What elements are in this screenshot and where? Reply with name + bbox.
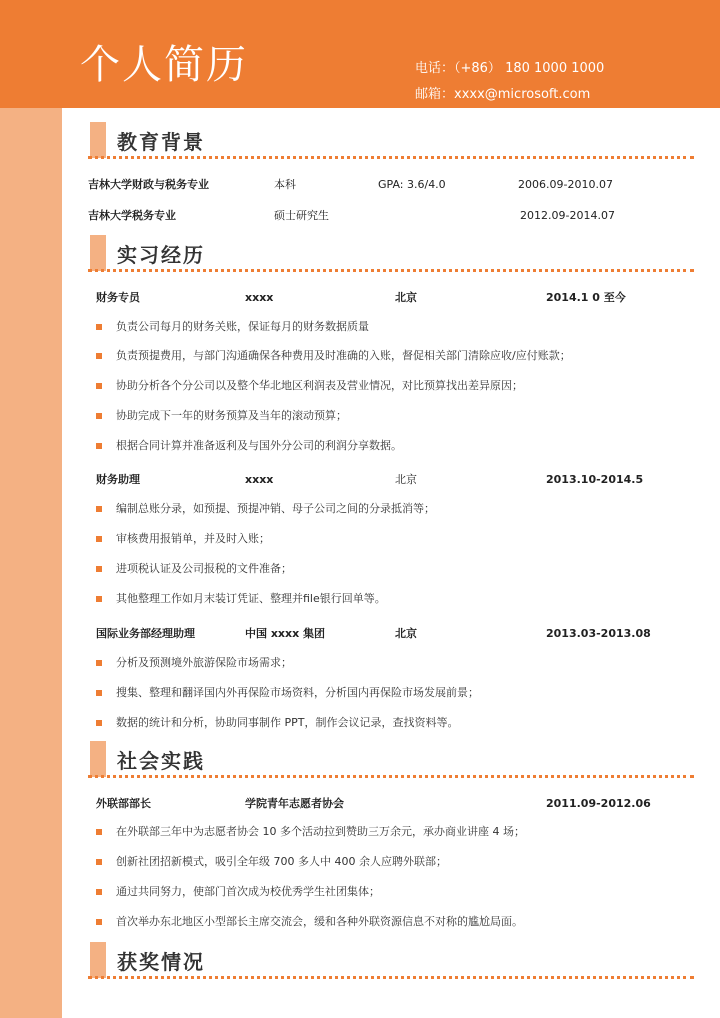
- job-period: 2013.10-2014.5: [546, 473, 644, 486]
- list-item: 审核费用报销单，并及时入账；: [96, 529, 716, 549]
- list-item: 分析及预测境外旅游保险市场需求；: [96, 653, 716, 673]
- degree: 硕士研究生: [274, 209, 329, 222]
- school-name: 吉林大学财政与税务专业: [88, 178, 209, 191]
- job-company: 中国 xxxx 集团: [245, 627, 326, 640]
- resume-content: [62, 108, 720, 1018]
- job-company: xxxx: [245, 473, 274, 486]
- list-item: 其他整理工作如月末装订凭证、整理并file银行回单等。: [96, 589, 716, 609]
- list-item: 负责公司每月的财务关账，保证每月的财务数据质量: [96, 317, 716, 337]
- bullet-square-icon: [96, 353, 102, 359]
- list-item: 在外联部三年中为志愿者协会 10 多个活动拉到赞助三万余元，承办商业讲座 4 场；: [96, 822, 716, 842]
- phone-text: 电话：（+86） 180 1000 1000: [415, 61, 605, 76]
- activity-org: 学院青年志愿者协会: [245, 797, 344, 810]
- bullet-square-icon: [96, 859, 102, 865]
- section-title: 实习经历: [117, 243, 205, 267]
- bullet-square-icon: [96, 690, 102, 696]
- list-item: 通过共同努力，使部门首次成为校优秀学生社团集体；: [96, 882, 716, 902]
- education-row: [62, 175, 720, 195]
- contact-info: [415, 56, 604, 108]
- bullet-square-icon: [96, 506, 102, 512]
- list-item: 协助分析各个分公司以及整个华北地区利润表及营业情况，对比预算找出差异原因；: [96, 376, 716, 396]
- job-header: [62, 288, 720, 308]
- activity-period: 2011.09-2012.06: [546, 797, 651, 810]
- bullet-square-icon: [96, 536, 102, 542]
- job-city: 北京: [395, 291, 417, 304]
- activity-role: 外联部部长: [96, 797, 151, 810]
- section-divider: [88, 775, 694, 778]
- bullet-square-icon: [96, 720, 102, 726]
- bullet-square-icon: [96, 919, 102, 925]
- job-company: xxxx: [245, 291, 274, 304]
- bullet-square-icon: [96, 413, 102, 419]
- section-marker: [90, 122, 106, 158]
- education-row: [62, 206, 720, 226]
- bullet-square-icon: [96, 829, 102, 835]
- job-city: 北京: [395, 473, 417, 486]
- job-role: 财务助理: [96, 473, 140, 486]
- section-marker: [90, 942, 106, 978]
- list-item: 搜集、整理和翻译国内外再保险市场资料，分析国内再保险市场发展前景；: [96, 683, 716, 703]
- section-divider: [88, 156, 694, 159]
- job-period: 2013.03-2013.08: [546, 627, 651, 640]
- bullet-square-icon: [96, 443, 102, 449]
- activity-header: [62, 794, 720, 814]
- bullet-square-icon: [96, 324, 102, 330]
- section-title: 社会实践: [117, 749, 205, 773]
- job-role: 财务专员: [96, 291, 140, 304]
- bullet-square-icon: [96, 566, 102, 572]
- bullet-square-icon: [96, 889, 102, 895]
- gpa: GPA: 3.6/4.0: [378, 178, 446, 191]
- list-item: 协助完成下一年的财务预算及当年的滚动预算；: [96, 406, 716, 426]
- list-item: 创新社团招新模式，吸引全年级 700 多人中 400 余人应聘外联部；: [96, 852, 716, 872]
- section-marker: [90, 741, 106, 777]
- page-title: 个人简历: [80, 42, 248, 88]
- section-title: 教育背景: [117, 130, 205, 154]
- period: 2006.09-2010.07: [518, 178, 613, 191]
- period: 2012.09-2014.07: [520, 209, 615, 222]
- section-title: 获奖情况: [117, 950, 205, 974]
- bullet-square-icon: [96, 383, 102, 389]
- header-banner: [0, 0, 720, 108]
- bullet-square-icon: [96, 660, 102, 666]
- bullet-square-icon: [96, 596, 102, 602]
- section-marker: [90, 235, 106, 271]
- email-text: 邮箱：xxxx@microsoft.com: [415, 87, 591, 102]
- list-item: 数据的统计和分析，协助同事制作 PPT，制作会议记录，查找资料等。: [96, 713, 716, 733]
- list-item: 进项税认证及公司报税的文件准备；: [96, 559, 716, 579]
- job-header: [62, 470, 720, 490]
- sidebar-stripe: [0, 108, 62, 1018]
- job-period: 2014.1 0 至今: [546, 291, 626, 304]
- section-divider: [88, 976, 694, 979]
- job-header: [62, 624, 720, 644]
- section-divider: [88, 269, 694, 272]
- list-item: 首次举办东北地区小型部长主席交流会，缓和各种外联资源信息不对称的尴尬局面。: [96, 912, 716, 932]
- degree: 本科: [274, 178, 296, 191]
- school-name: 吉林大学税务专业: [88, 209, 176, 222]
- list-item: 根据合同计算并准备返利及与国外分公司的利润分享数据。: [96, 436, 716, 456]
- list-item: 编制总账分录，如预提、预提冲销、母子公司之间的分录抵消等；: [96, 499, 716, 519]
- job-role: 国际业务部经理助理: [96, 627, 195, 640]
- job-city: 北京: [395, 627, 417, 640]
- list-item: 负责预提费用，与部门沟通确保各种费用及时准确的入账，督促相关部门清除应收/应付账款；: [96, 346, 716, 366]
